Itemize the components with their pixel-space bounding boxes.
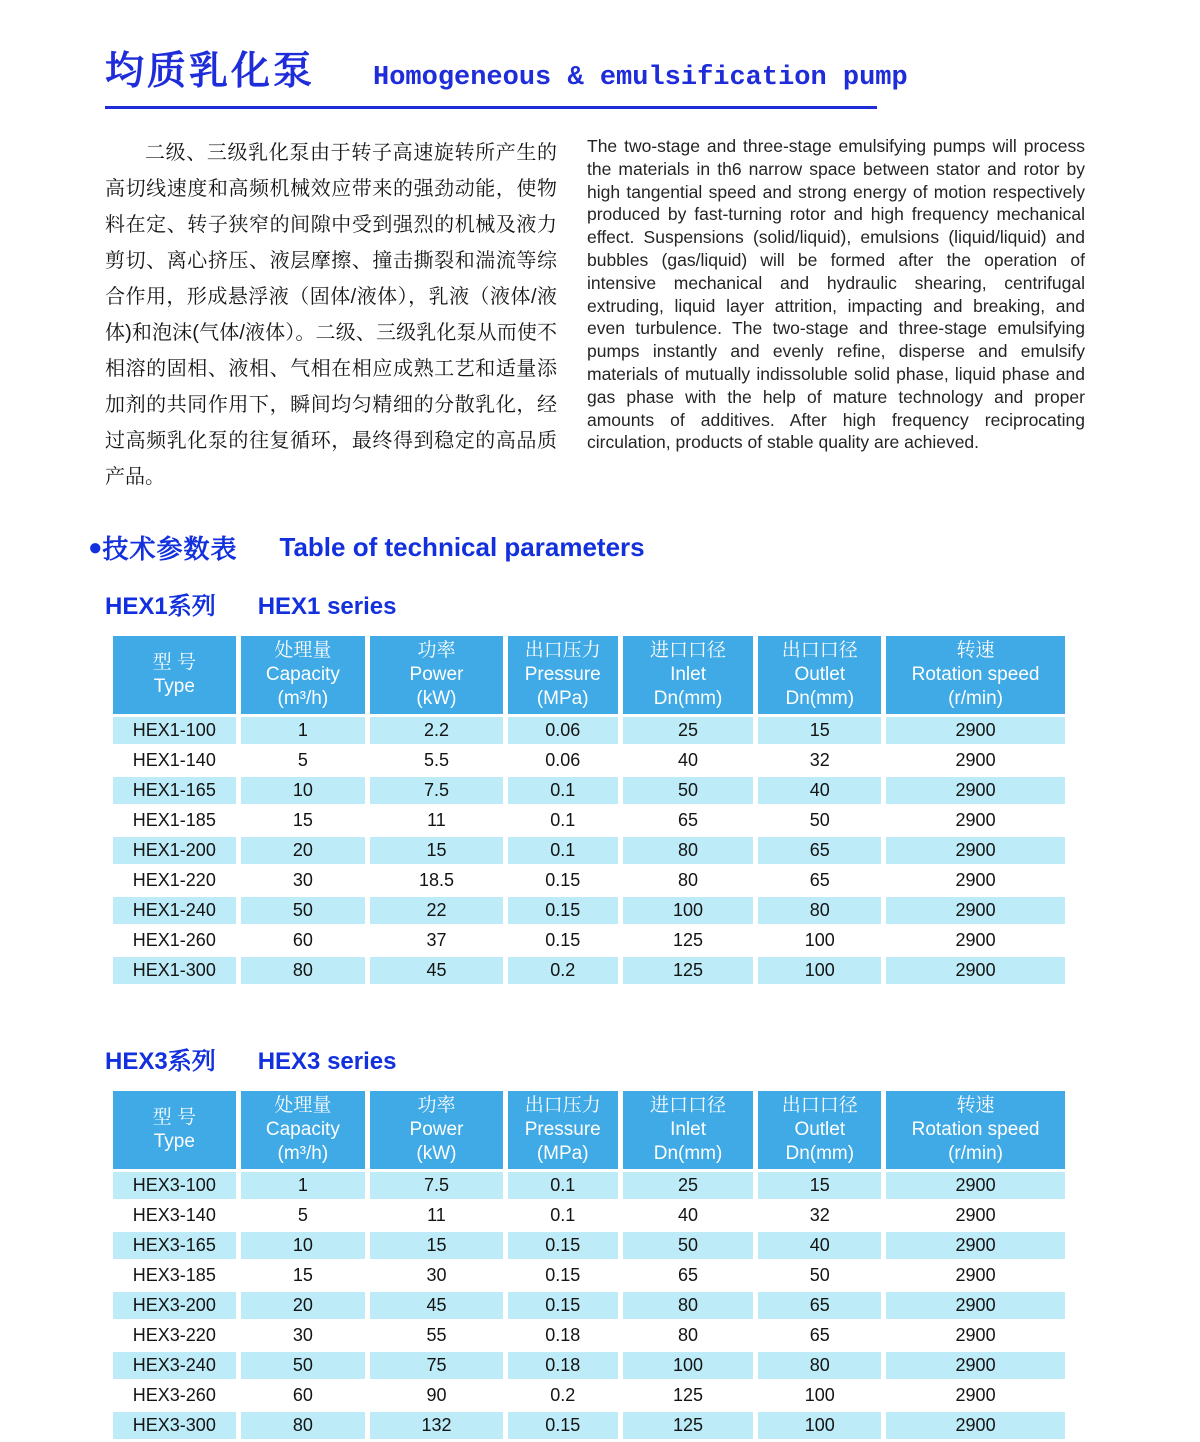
column-header <box>758 1091 881 1169</box>
page-title <box>105 40 908 109</box>
table-row <box>113 777 1065 804</box>
column-header-line: (MPa) <box>536 688 589 709</box>
column-header-line: Dn(mm) <box>653 1143 723 1164</box>
table-cell: 65 <box>758 1292 881 1319</box>
column-header-line: Outlet <box>794 1119 846 1140</box>
table-row <box>113 717 1065 744</box>
hex3-table-header <box>113 1091 1065 1169</box>
table-cell: 25 <box>623 1172 754 1199</box>
series-heading-hex3 <box>105 1041 1085 1076</box>
table-cell: 2900 <box>886 777 1065 804</box>
table-cell: 65 <box>758 837 881 864</box>
column-header-line: Dn(mm) <box>785 688 855 709</box>
column-header-line: Inlet <box>670 664 706 685</box>
column-header-line: Power <box>409 664 464 685</box>
column-header-line: 进口口径 <box>650 640 727 661</box>
hex1-table-body <box>113 717 1065 984</box>
table-cell: 60 <box>241 1382 365 1409</box>
table-cell: 18.5 <box>370 867 503 894</box>
column-header-line: Type <box>153 1131 195 1152</box>
table-cell: 45 <box>370 1292 503 1319</box>
table-cell: 125 <box>623 927 754 954</box>
table-cell: 0.15 <box>508 1262 618 1289</box>
column-header <box>370 636 503 714</box>
table-cell: 1 <box>241 1172 365 1199</box>
table-cell: 0.1 <box>508 807 618 834</box>
table-cell: 80 <box>758 897 881 924</box>
table-cell: HEX1-240 <box>113 897 236 924</box>
intro-section <box>105 135 1085 495</box>
table-cell: 2900 <box>886 957 1065 984</box>
table-header-row <box>113 1091 1065 1169</box>
column-header-line: Rotation speed <box>911 1119 1040 1140</box>
table-cell: 0.15 <box>508 867 618 894</box>
table-cell: 40 <box>623 1202 754 1229</box>
hex1-parameters-table <box>108 633 1070 987</box>
bullet-icon: ● <box>88 533 103 561</box>
table-cell: 125 <box>623 1412 754 1439</box>
column-header-line: Rotation speed <box>911 664 1040 685</box>
series-heading-hex1-zh: HEX1系列 <box>105 593 216 620</box>
table-cell: 0.1 <box>508 777 618 804</box>
column-header-line: (m³/h) <box>277 688 329 709</box>
table-cell: 0.06 <box>508 747 618 774</box>
table-cell: 0.2 <box>508 1382 618 1409</box>
series-heading-hex1 <box>105 586 1085 621</box>
table-cell: 10 <box>241 777 365 804</box>
column-header-line: (r/min) <box>948 688 1003 709</box>
table-row <box>113 1322 1065 1349</box>
column-header <box>508 636 618 714</box>
column-header-line: 转速 <box>956 1095 995 1116</box>
table-cell: 22 <box>370 897 503 924</box>
table-cell: 30 <box>241 867 365 894</box>
table-cell: 0.15 <box>508 1412 618 1439</box>
column-header-line: 处理量 <box>274 640 332 661</box>
table-cell: 11 <box>370 1202 503 1229</box>
table-cell: 100 <box>758 1412 881 1439</box>
column-header <box>623 1091 754 1169</box>
table-cell: 75 <box>370 1352 503 1379</box>
column-header-line: (kW) <box>416 1143 457 1164</box>
table-cell: 125 <box>623 1382 754 1409</box>
table-cell: 2900 <box>886 1352 1065 1379</box>
column-header <box>241 636 365 714</box>
table-row <box>113 1172 1065 1199</box>
column-header-line: Dn(mm) <box>785 1143 855 1164</box>
section-heading-technical-parameters <box>88 529 1085 566</box>
table-cell: 10 <box>241 1232 365 1259</box>
table-cell: HEX1-140 <box>113 747 236 774</box>
table-row <box>113 1262 1065 1289</box>
table-cell: 2900 <box>886 1382 1065 1409</box>
table-cell: HEX1-100 <box>113 717 236 744</box>
column-header-line: Capacity <box>265 1119 340 1140</box>
table-cell: 0.1 <box>508 1172 618 1199</box>
table-row <box>113 1202 1065 1229</box>
table-cell: 0.18 <box>508 1352 618 1379</box>
table-cell: HEX3-260 <box>113 1382 236 1409</box>
table-cell: 100 <box>623 897 754 924</box>
table-cell: 100 <box>623 1352 754 1379</box>
table-cell: 90 <box>370 1382 503 1409</box>
column-header-line: Pressure <box>524 664 601 685</box>
column-header <box>758 636 881 714</box>
table-cell: 65 <box>623 807 754 834</box>
column-header-line: 出口压力 <box>524 1095 601 1116</box>
table-cell: 2900 <box>886 837 1065 864</box>
table-row <box>113 837 1065 864</box>
column-header-line: 型 号 <box>152 1107 196 1128</box>
table-cell: 15 <box>241 807 365 834</box>
column-header-line: Outlet <box>794 664 846 685</box>
table-cell: 50 <box>623 777 754 804</box>
table-cell: 40 <box>623 747 754 774</box>
table-row <box>113 897 1065 924</box>
table-cell: 100 <box>758 957 881 984</box>
table-cell: 20 <box>241 1292 365 1319</box>
table-cell: 80 <box>758 1352 881 1379</box>
table-cell: HEX1-185 <box>113 807 236 834</box>
table-cell: 40 <box>758 1232 881 1259</box>
table-cell: 2900 <box>886 747 1065 774</box>
table-row <box>113 1292 1065 1319</box>
column-header <box>113 636 236 714</box>
hex3-table-body <box>113 1172 1065 1439</box>
table-cell: 125 <box>623 957 754 984</box>
table-cell: 32 <box>758 747 881 774</box>
column-header-line: 处理量 <box>274 1095 332 1116</box>
table-cell: 60 <box>241 927 365 954</box>
column-header-line: 型 号 <box>152 652 196 673</box>
column-header-line: Capacity <box>265 664 340 685</box>
table-cell: 50 <box>241 897 365 924</box>
hex1-table-header <box>113 636 1065 714</box>
table-cell: HEX3-165 <box>113 1232 236 1259</box>
column-header <box>886 636 1065 714</box>
table-cell: 15 <box>241 1262 365 1289</box>
table-cell: 65 <box>758 867 881 894</box>
column-header-line: (r/min) <box>948 1143 1003 1164</box>
table-cell: 65 <box>758 1322 881 1349</box>
column-header-line: (m³/h) <box>277 1143 329 1164</box>
table-cell: 2.2 <box>370 717 503 744</box>
table-cell: HEX3-240 <box>113 1352 236 1379</box>
table-cell: 30 <box>241 1322 365 1349</box>
table-cell: 20 <box>241 837 365 864</box>
table-cell: HEX1-220 <box>113 867 236 894</box>
table-cell: 0.1 <box>508 837 618 864</box>
table-cell: 55 <box>370 1322 503 1349</box>
table-cell: 7.5 <box>370 777 503 804</box>
table-cell: HEX1-300 <box>113 957 236 984</box>
table-cell: 2900 <box>886 1412 1065 1439</box>
table-cell: 32 <box>758 1202 881 1229</box>
table-cell: 7.5 <box>370 1172 503 1199</box>
table-cell: 25 <box>623 717 754 744</box>
table-cell: 0.15 <box>508 1292 618 1319</box>
table-cell: 2900 <box>886 897 1065 924</box>
column-header-line: 转速 <box>956 640 995 661</box>
table-row <box>113 867 1065 894</box>
table-row <box>113 1352 1065 1379</box>
table-row <box>113 1232 1065 1259</box>
column-header-line: 进口口径 <box>650 1095 727 1116</box>
table-cell: HEX3-300 <box>113 1412 236 1439</box>
table-cell: 0.1 <box>508 1202 618 1229</box>
table-cell: 2900 <box>886 1172 1065 1199</box>
table-cell: 50 <box>758 807 881 834</box>
table-cell: 15 <box>758 717 881 744</box>
table-cell: 2900 <box>886 1232 1065 1259</box>
table-cell: 2900 <box>886 717 1065 744</box>
table-cell: 30 <box>370 1262 503 1289</box>
table-cell: 80 <box>623 867 754 894</box>
column-header-line: (MPa) <box>536 1143 589 1164</box>
table-header-row <box>113 636 1065 714</box>
table-cell: 2900 <box>886 1322 1065 1349</box>
column-header-line: 功率 <box>417 640 456 661</box>
table-cell: 5 <box>241 747 365 774</box>
section-heading-en: Table of technical parameters <box>279 532 645 562</box>
table-cell: 37 <box>370 927 503 954</box>
table-cell: HEX1-165 <box>113 777 236 804</box>
table-cell: 100 <box>758 1382 881 1409</box>
intro-paragraph-chinese: 二级、三级乳化泵由于转子高速旋转所产生的高切线速度和高频机械效应带来的强劲动能，使物料在定、转子狭窄的间隙中受到强烈的机械及液力剪切、离心挤压、液层摩擦、撞击撕裂和湍流等综合作用，形成悬浮液（固体/液体），乳液（液体/液体)和泡沫(气体/液体）。二级、三级乳化泵从而使不相溶的固相、液相、气相在相应成熟工艺和适量添加剂的共同作用下，瞬间均匀精细的分散乳化，经过高频乳化泵的往复循环，最终得到稳定的高品质产品。 <box>105 142 557 488</box>
table-cell: 5.5 <box>370 747 503 774</box>
page-title-zh: 均质乳化泵 <box>105 50 316 93</box>
hex3-parameters-table <box>108 1088 1070 1442</box>
table-cell: HEX3-220 <box>113 1322 236 1349</box>
table-cell: 2900 <box>886 1292 1065 1319</box>
column-header-line: 出口口径 <box>781 640 858 661</box>
column-header-line: (kW) <box>416 688 457 709</box>
column-header-line: 出口口径 <box>781 1095 858 1116</box>
table-cell: 50 <box>241 1352 365 1379</box>
table-cell: 40 <box>758 777 881 804</box>
column-header-line: Power <box>409 1119 464 1140</box>
table-cell: 15 <box>370 1232 503 1259</box>
table-row <box>113 807 1065 834</box>
page-title-en: Homogeneous & emulsification pump <box>373 63 908 93</box>
series-heading-hex3-zh: HEX3系列 <box>105 1048 216 1075</box>
intro-paragraph-english: The two-stage and three-stage emulsifying pumps will process the materials in th6 narrow space between stator and rotor by high tangential speed and strong energy of motion respectively produced by fast-turning rotor and high frequency mechanical effect. Suspensions (solid/liquid), emulsions (liquid/liquid) and bubbles (gas/liquid) will be formed after the operation of intensive mechanical and hydraulic shearing, centrifugal extruding, liquid layer attrition, impacting and breaking, and even turbulence. The two-stage and three-stage emulsifying pumps instantly and evenly refine, disperse and emulsify materials of mutually indissoluble solid phase, liquid phase and gas phase with the help of mature technology and proper amounts of additives. After high frequency reciprocating circulation, products of stable quality are achieved. <box>587 136 1085 453</box>
table-cell: 2900 <box>886 807 1065 834</box>
table-row <box>113 957 1065 984</box>
table-cell: HEX3-200 <box>113 1292 236 1319</box>
table-cell: 100 <box>758 927 881 954</box>
series-heading-hex1-en: HEX1 series <box>257 593 397 620</box>
table-cell: 50 <box>623 1232 754 1259</box>
table-cell: 80 <box>241 1412 365 1439</box>
table-cell: 1 <box>241 717 365 744</box>
table-cell: 2900 <box>886 1262 1065 1289</box>
table-cell: HEX3-185 <box>113 1262 236 1289</box>
column-header <box>113 1091 236 1169</box>
table-cell: 80 <box>623 1322 754 1349</box>
column-header-line: 出口压力 <box>524 640 601 661</box>
column-header <box>370 1091 503 1169</box>
table-cell: HEX1-260 <box>113 927 236 954</box>
table-cell: 50 <box>758 1262 881 1289</box>
table-cell: 0.15 <box>508 897 618 924</box>
table-cell: 80 <box>623 1292 754 1319</box>
table-cell: 2900 <box>886 867 1065 894</box>
table-cell: 0.15 <box>508 1232 618 1259</box>
column-header-line: 功率 <box>417 1095 456 1116</box>
table-row <box>113 927 1065 954</box>
column-header-line: Type <box>153 676 195 697</box>
table-cell: HEX3-100 <box>113 1172 236 1199</box>
series-heading-hex3-en: HEX3 series <box>257 1048 397 1075</box>
column-header <box>508 1091 618 1169</box>
table-row <box>113 747 1065 774</box>
table-cell: 2900 <box>886 927 1065 954</box>
table-cell: 15 <box>758 1172 881 1199</box>
table-cell: 0.2 <box>508 957 618 984</box>
column-header <box>623 636 754 714</box>
table-row <box>113 1412 1065 1439</box>
table-cell: HEX1-200 <box>113 837 236 864</box>
table-cell: HEX3-140 <box>113 1202 236 1229</box>
table-cell: 15 <box>370 837 503 864</box>
table-cell: 45 <box>370 957 503 984</box>
table-cell: 0.06 <box>508 717 618 744</box>
column-header-line: Inlet <box>670 1119 706 1140</box>
table-cell: 0.18 <box>508 1322 618 1349</box>
table-row <box>113 1382 1065 1409</box>
section-heading-zh: 技术参数表 <box>102 534 238 564</box>
table-cell: 11 <box>370 807 503 834</box>
table-cell: 132 <box>370 1412 503 1439</box>
table-cell: 5 <box>241 1202 365 1229</box>
column-header <box>886 1091 1065 1169</box>
column-header <box>241 1091 365 1169</box>
column-header-line: Pressure <box>524 1119 601 1140</box>
table-cell: 0.15 <box>508 927 618 954</box>
table-cell: 80 <box>241 957 365 984</box>
table-cell: 80 <box>623 837 754 864</box>
table-cell: 2900 <box>886 1202 1065 1229</box>
column-header-line: Dn(mm) <box>653 688 723 709</box>
table-cell: 65 <box>623 1262 754 1289</box>
